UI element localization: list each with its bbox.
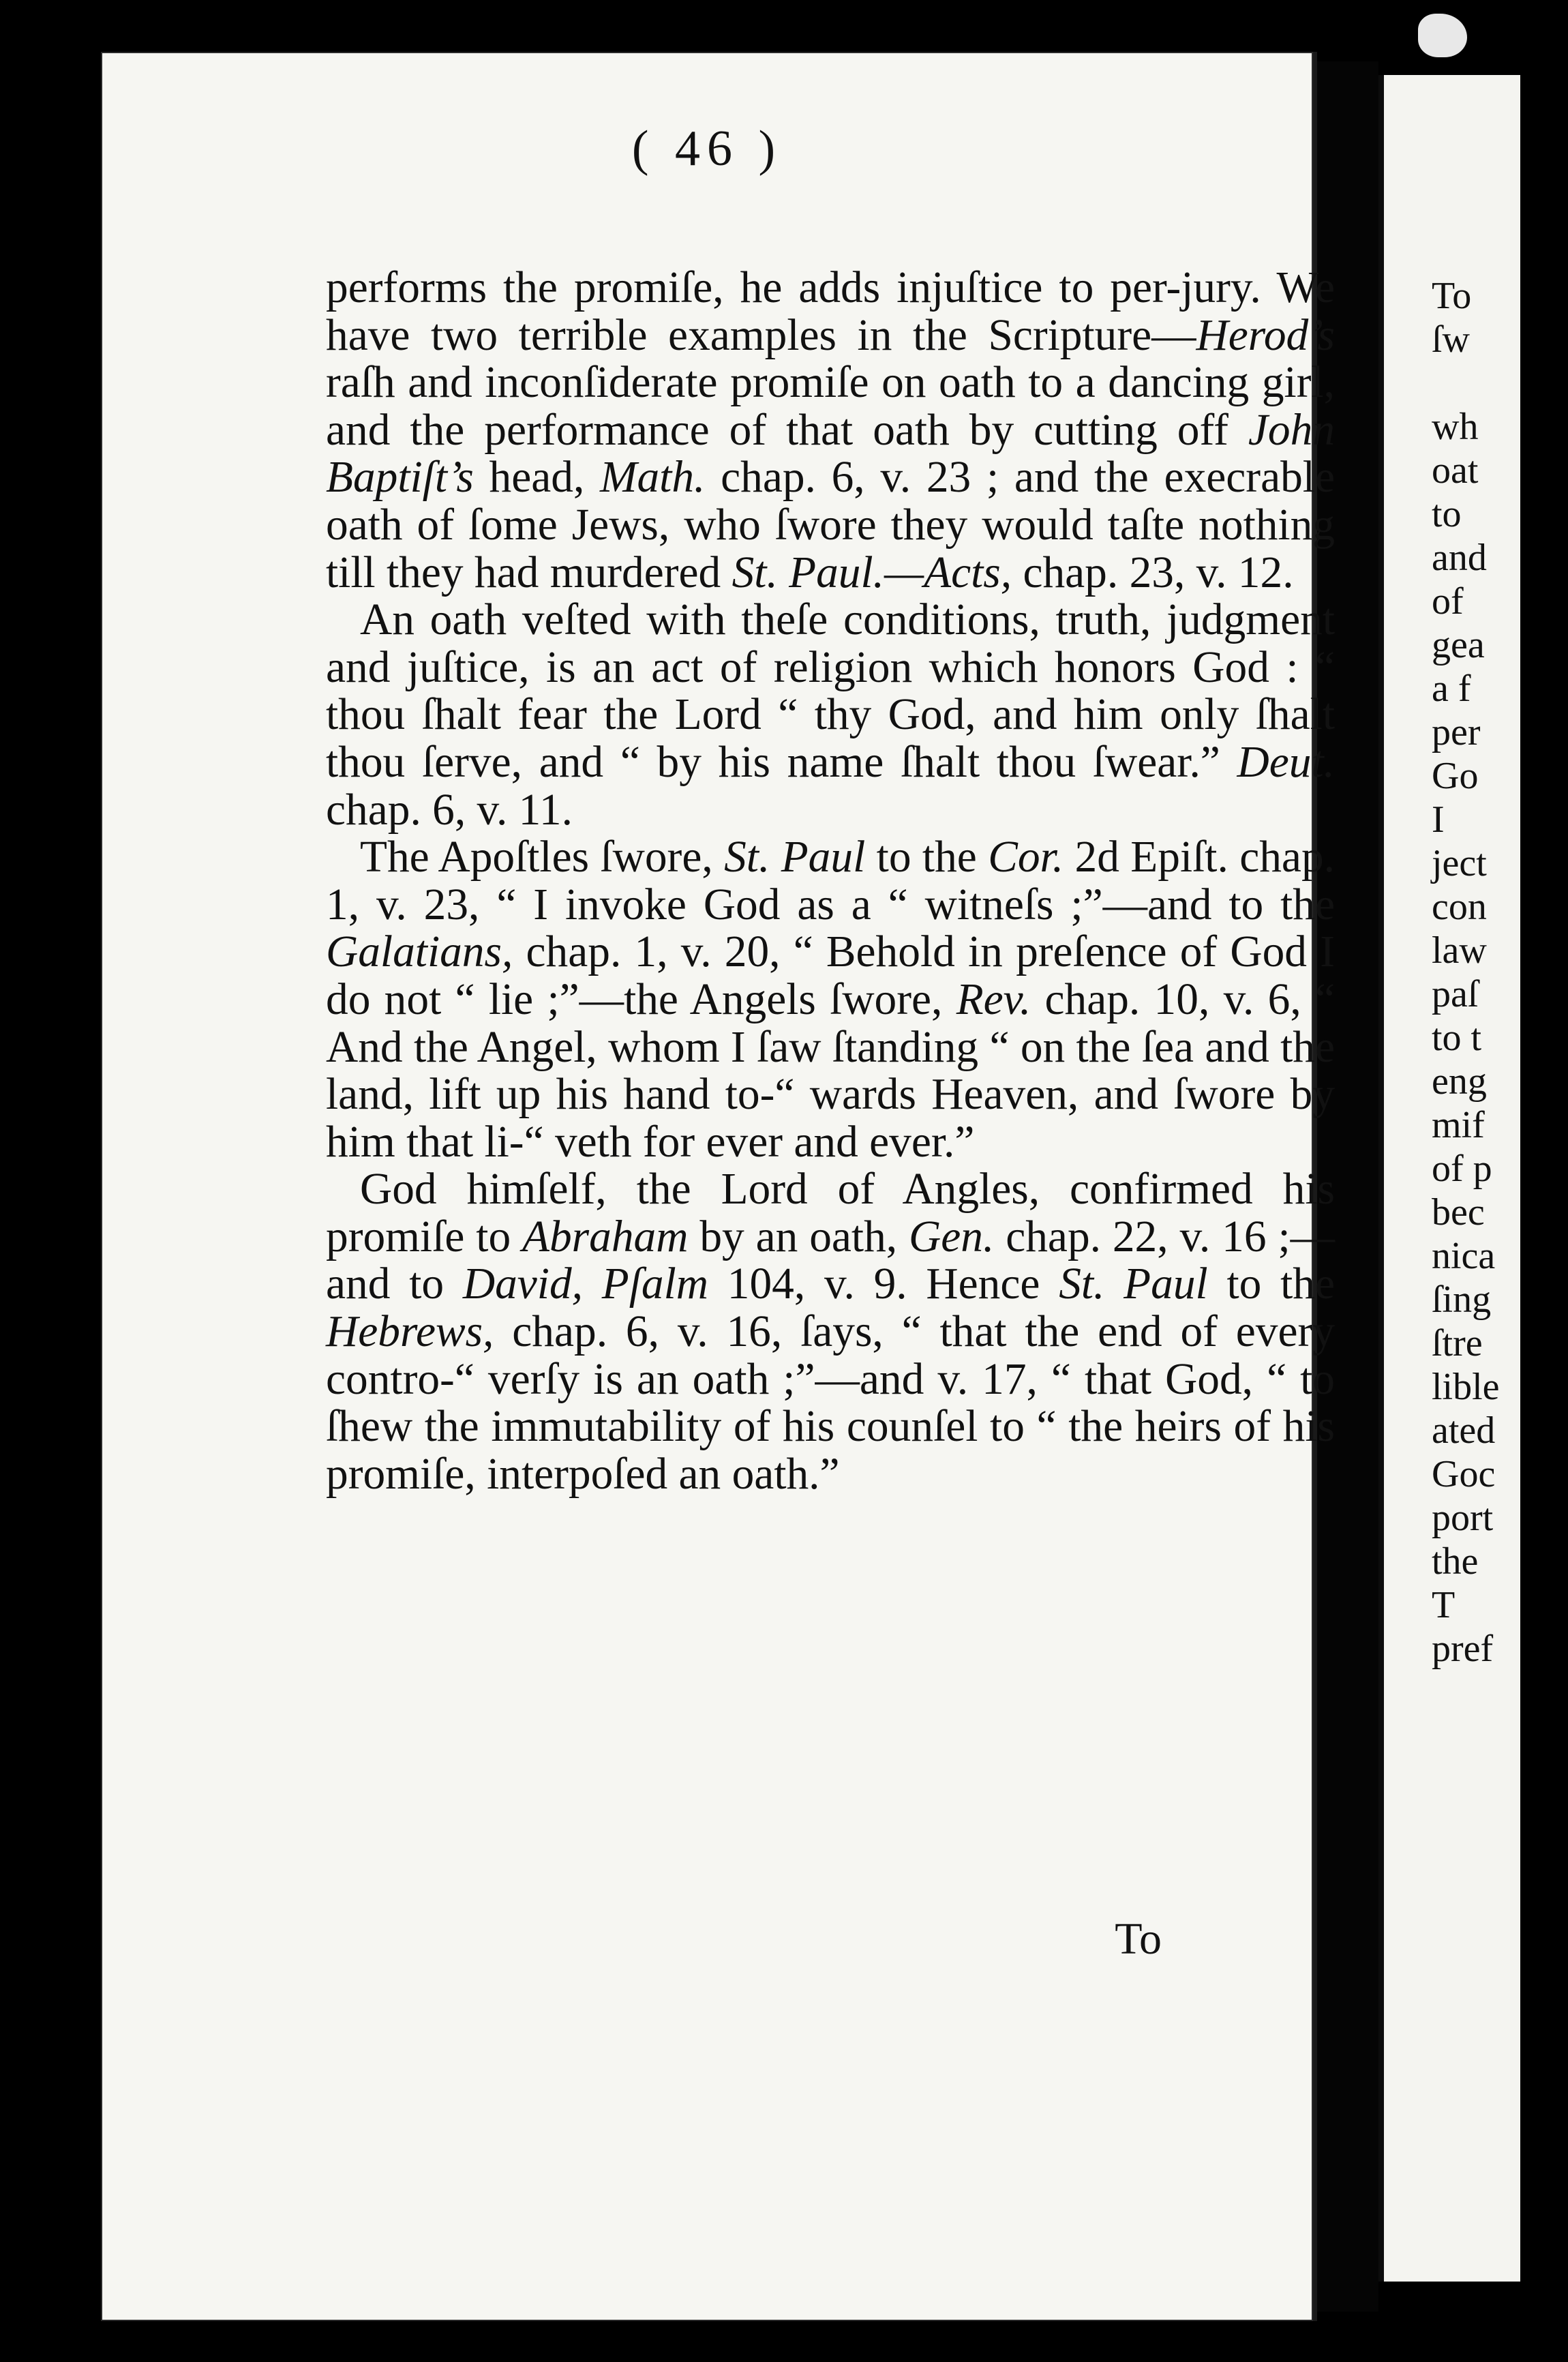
facing-line: nica: [1432, 1235, 1496, 1277]
facing-line: gea: [1432, 624, 1485, 666]
left-page: [101, 52, 1336, 2321]
facing-line: law: [1432, 929, 1487, 972]
facing-line: pref: [1432, 1628, 1494, 1670]
facing-line: I: [1432, 798, 1445, 841]
facing-page: [1378, 75, 1520, 2282]
facing-page-text: [1432, 274, 1568, 1671]
facing-line: port: [1432, 1497, 1494, 1539]
facing-line: eng: [1432, 1060, 1487, 1103]
facing-line: bec: [1432, 1191, 1485, 1234]
facing-line: of p: [1432, 1148, 1492, 1190]
page-number: ( 46 ): [631, 121, 783, 177]
facing-line: lible: [1432, 1366, 1500, 1408]
facing-line: to t: [1432, 1017, 1482, 1059]
facing-line: oat: [1432, 449, 1479, 492]
catchword: To: [1115, 1914, 1162, 1964]
body-text: [326, 265, 1335, 1498]
facing-line: the: [1432, 1540, 1479, 1583]
paragraph-3: The Apoſtles ſwore, St. Paul to the Cor. 2d Epiſt. chap. 1, v. 23, “ I invoke God as a “ witneſs ;”—and to the Galatians, chap. 1, v. 20, “ Behold in preſence of God I do not “ lie ;”—the Angels ſwore, Rev. chap. 10, v. 6, “ And the Angel, whom I ſaw ſtanding “ on the ſea and the land, lift up his hand to-“ wards Heaven, and ſwore by him that li-“ veth for ever and ever.”: [326, 833, 1336, 1167]
facing-line: to: [1432, 493, 1462, 535]
facing-line: mif: [1432, 1104, 1485, 1146]
facing-line: per: [1432, 711, 1481, 753]
facing-line: ſtre: [1432, 1322, 1483, 1364]
facing-line: ſw: [1432, 318, 1470, 361]
paragraph-2: An oath veſted with theſe conditions, truth, judgment and juſtice, is an act of religion which honors God : “ thou ſhalt fear the Lord “ thy God, and him only ſhalt thou ſerve, and “ by his name ſhalt thou ſwear.” Deut. chap. 6, v. 11.: [326, 595, 1335, 835]
facing-line: T: [1432, 1584, 1456, 1626]
facing-line: Goc: [1432, 1453, 1496, 1495]
facing-line: a f: [1432, 668, 1471, 710]
facing-line: of: [1432, 580, 1464, 623]
facing-line: ſing: [1432, 1279, 1492, 1321]
facing-line: paſ: [1432, 973, 1479, 1015]
facing-line: ated: [1432, 1409, 1496, 1452]
facing-line: con: [1432, 886, 1487, 928]
facing-line: and: [1432, 537, 1487, 579]
facing-line: ject: [1432, 842, 1487, 884]
facing-line: [1432, 361, 1568, 405]
facing-line: Go: [1432, 755, 1479, 797]
paragraph-4: God himſelf, the Lord of Angles, confirmed his promiſe to Abraham by an oath, Gen. chap. 22, v. 16 ;—and to David, Pſalm 104, v. 9. Hence St. Paul to the Hebrews, chap. 6, v. 16, ſays, “ that the end of every contro-“ verſy is an oath ;”—and v. 17, “ that God, “ to ſhew the immutability of his counſel to “ the heirs of his promiſe, interpoſed an oath.”: [326, 1165, 1336, 1499]
facing-line: wh: [1432, 406, 1479, 448]
paragraph-1: performs the promiſe, he adds injuſtice to per-jury. We have two terrible examples in the Scripture—Herod’s raſh and inconſiderate promiſe on oath to a dancing girl, and the performance of that oath by cutting off John Baptiſt’s head, Math. chap. 6, v. 23 ; and the execrable oath of ſome Jews, who ſwore they would taſte nothing till they had murdered St. Paul.—Acts, chap. 23, v. 12.: [326, 263, 1335, 597]
facing-line: To: [1432, 275, 1472, 317]
